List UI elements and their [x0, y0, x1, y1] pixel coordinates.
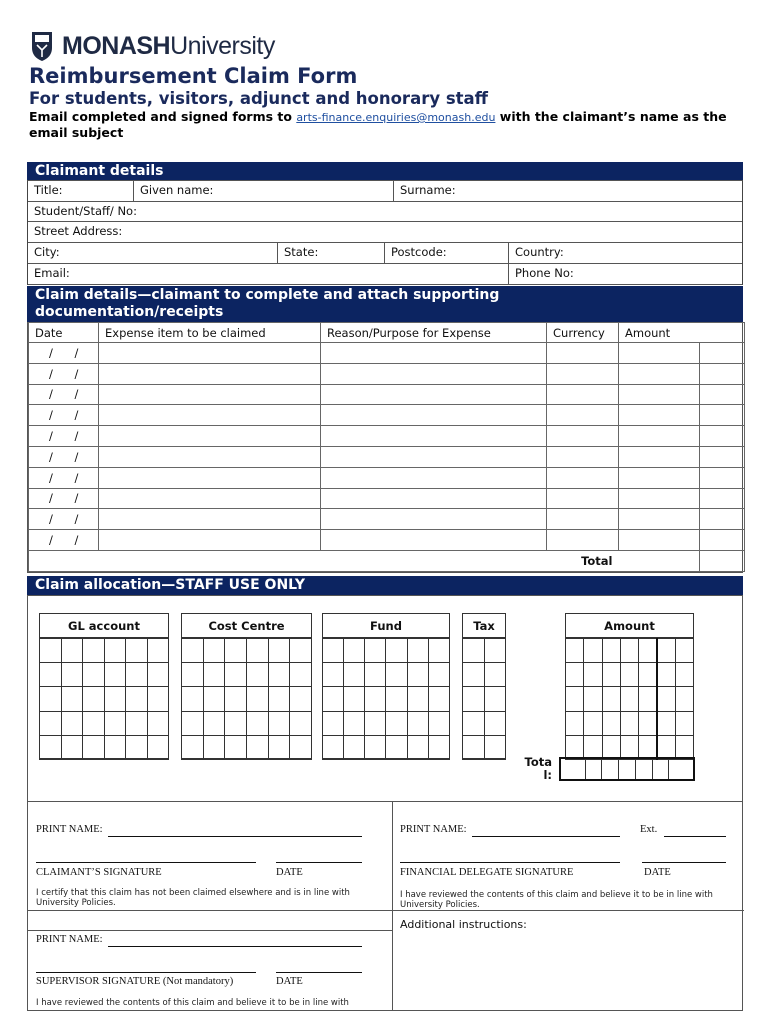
claim-row	[29, 384, 745, 405]
claim-currency-field[interactable]	[547, 384, 619, 405]
cost-centre-digit-cell[interactable]	[203, 711, 225, 735]
fund-digit-cell[interactable]	[407, 639, 428, 663]
delegate-date-line[interactable]	[642, 862, 726, 863]
gl-digit-cell[interactable]	[61, 663, 83, 687]
cost-centre-digit-cell[interactable]	[246, 663, 268, 687]
gl-digit-cell[interactable]	[126, 711, 148, 735]
fund-digit-cell[interactable]	[407, 711, 428, 735]
claim-currency-field[interactable]	[547, 509, 619, 530]
fund-digit-cell[interactable]	[428, 711, 449, 735]
fund-digit-cell[interactable]	[323, 663, 344, 687]
claim-amount-field[interactable]	[619, 426, 700, 447]
cost-centre-digit-cell[interactable]	[225, 663, 247, 687]
supervisor-certification: I have reviewed the contents of this claim and believe it to be in line with	[36, 998, 349, 1008]
claim-currency-field[interactable]	[547, 405, 619, 426]
cost-centre-digit-cell[interactable]	[225, 639, 247, 663]
supervisor-signature-label: SUPERVISOR SIGNATURE (Not mandatory)	[36, 976, 234, 987]
claim-expense-field[interactable]	[99, 530, 321, 551]
amount-digit-cell[interactable]	[566, 639, 584, 663]
gl-digit-cell[interactable]	[147, 663, 169, 687]
claim-expense-field[interactable]	[99, 446, 321, 467]
fund-digit-cell[interactable]	[323, 639, 344, 663]
gl-digit-cell[interactable]	[104, 735, 126, 759]
amount-digit-cell[interactable]	[566, 711, 584, 735]
amount-digit-cell[interactable]	[639, 735, 657, 759]
tax-label: Tax	[463, 614, 505, 638]
claim-expense-field[interactable]	[99, 426, 321, 447]
claim-cents-field[interactable]	[700, 509, 745, 530]
total-digit-cell[interactable]	[602, 758, 619, 780]
cost-centre-digit-cell[interactable]	[182, 711, 204, 735]
fund-digit-cell[interactable]	[344, 687, 365, 711]
amount-digit-cell[interactable]	[620, 711, 638, 735]
fund-digit-cell[interactable]	[386, 711, 407, 735]
claim-cents-field[interactable]	[700, 530, 745, 551]
gl-digit-cell[interactable]	[126, 663, 148, 687]
amount-digit-cell[interactable]	[639, 639, 657, 663]
claim-reason-field[interactable]	[321, 384, 547, 405]
city-field[interactable]: City:	[28, 243, 278, 263]
cost-centre-digit-cell[interactable]	[203, 639, 225, 663]
claim-expense-field[interactable]	[99, 363, 321, 384]
claimant-date-line[interactable]	[276, 862, 362, 863]
fund-digit-cell[interactable]	[365, 711, 386, 735]
cost-centre-digit-cell[interactable]	[203, 663, 225, 687]
delegate-print-name-label: PRINT NAME:	[400, 824, 467, 835]
claim-expense-field[interactable]	[99, 467, 321, 488]
claim-reason-field[interactable]	[321, 446, 547, 467]
amount-digit-cell[interactable]	[675, 663, 693, 687]
cost-centre-digit-cell[interactable]	[290, 663, 312, 687]
fund-digit-cell[interactable]	[407, 687, 428, 711]
allocation-total-boxes[interactable]	[559, 757, 695, 781]
supervisor-signature-line[interactable]	[36, 972, 256, 973]
amount-digit-cell[interactable]	[620, 663, 638, 687]
cost-centre-digit-cell[interactable]	[268, 687, 290, 711]
gl-digit-cell[interactable]	[104, 687, 126, 711]
gl-digit-cell[interactable]	[61, 711, 83, 735]
fund-digit-cell[interactable]	[428, 687, 449, 711]
amount-digit-cell[interactable]	[620, 687, 638, 711]
col-amount: Amount	[619, 323, 745, 343]
amount-digit-cell[interactable]	[566, 735, 584, 759]
amount-digit-cell[interactable]	[584, 663, 602, 687]
gl-digit-cell[interactable]	[40, 687, 62, 711]
claim-cents-field[interactable]	[700, 426, 745, 447]
amount-digit-cell[interactable]	[657, 663, 675, 687]
fund-digit-cell[interactable]	[386, 735, 407, 759]
cost-centre-digit-cell[interactable]	[290, 735, 312, 759]
claim-allocation-heading: Claim allocation—STAFF USE ONLY	[27, 576, 743, 595]
form-title: Reimbursement Claim Form	[29, 64, 358, 88]
gl-digit-cell[interactable]	[83, 711, 105, 735]
claim-row	[29, 426, 745, 447]
claim-cents-field[interactable]	[700, 467, 745, 488]
delegate-certification: I have reviewed the contents of this claim and believe it to be in line with University Policies.	[400, 890, 713, 910]
tax-digit-cell[interactable]	[484, 639, 506, 663]
ext-label: Ext.	[640, 824, 658, 835]
claimant-print-name-label: PRINT NAME:	[36, 824, 103, 835]
gl-digit-cell[interactable]	[40, 639, 62, 663]
delegate-date-label: DATE	[644, 867, 671, 878]
amount-digit-cell[interactable]	[602, 735, 620, 759]
claim-row	[29, 509, 745, 530]
claim-currency-field[interactable]	[547, 488, 619, 509]
gl-digit-cell[interactable]	[40, 663, 62, 687]
claimant-date-label: DATE	[276, 867, 303, 878]
claim-reason-field[interactable]	[321, 343, 547, 364]
claimant-details-grid	[27, 180, 743, 285]
student-staff-no-field[interactable]: Student/Staff/ No:	[34, 204, 137, 218]
tax-digit-cell[interactable]	[484, 663, 506, 687]
amount-digit-cell[interactable]	[657, 711, 675, 735]
claim-amount-field[interactable]	[619, 530, 700, 551]
cost-centre-digit-cell[interactable]	[182, 639, 204, 663]
claim-allocation-area	[27, 595, 743, 802]
gl-digit-cell[interactable]	[83, 663, 105, 687]
cost-centre-digit-cell[interactable]	[268, 639, 290, 663]
surname-field[interactable]: Surname:	[400, 183, 456, 197]
tax-digit-cell[interactable]	[484, 711, 506, 735]
gl-digit-cell[interactable]	[126, 687, 148, 711]
cost-centre-digit-cell[interactable]	[246, 711, 268, 735]
postcode-field[interactable]: Postcode:	[385, 243, 509, 263]
claim-row	[29, 488, 745, 509]
claim-cents-field[interactable]	[700, 384, 745, 405]
claim-amount-field[interactable]	[619, 467, 700, 488]
gl-digit-cell[interactable]	[83, 639, 105, 663]
supervisor-print-name-label: PRINT NAME:	[36, 934, 103, 945]
amount-digit-cell[interactable]	[620, 639, 638, 663]
col-reason: Reason/Purpose for Expense	[321, 323, 547, 343]
fund-digit-cell[interactable]	[428, 735, 449, 759]
gl-account-label: GL account	[40, 614, 168, 638]
title-field[interactable]: Title:	[28, 181, 134, 201]
claim-date-field[interactable]: / /	[29, 488, 99, 509]
claim-date-field[interactable]: / /	[29, 405, 99, 426]
cost-centre-digit-cell[interactable]	[203, 687, 225, 711]
total-label: Total	[29, 550, 619, 571]
amount-digit-cell[interactable]	[602, 711, 620, 735]
claim-cents-field[interactable]	[700, 446, 745, 467]
delegate-signature-label: FINANCIAL DELEGATE SIGNATURE	[400, 867, 574, 878]
amount-box[interactable]	[565, 613, 694, 759]
fund-digit-cell[interactable]	[344, 663, 365, 687]
fund-digit-cell[interactable]	[365, 735, 386, 759]
cost-centre-digit-cell[interactable]	[225, 687, 247, 711]
claim-expense-field[interactable]	[99, 343, 321, 364]
claim-date-field[interactable]: / /	[29, 384, 99, 405]
claim-amount-field[interactable]	[619, 446, 700, 467]
claimant-signature-label: CLAIMANT’S SIGNATURE	[36, 867, 162, 878]
cost-centre-digit-cell[interactable]	[290, 711, 312, 735]
claim-amount-field[interactable]	[619, 384, 700, 405]
cost-centre-digit-cell[interactable]	[268, 735, 290, 759]
claim-date-field[interactable]: / /	[29, 426, 99, 447]
state-field[interactable]: State:	[278, 243, 385, 263]
claim-reason-field[interactable]	[321, 426, 547, 447]
gl-digit-cell[interactable]	[147, 711, 169, 735]
gl-digit-cell[interactable]	[83, 735, 105, 759]
cost-centre-box[interactable]	[181, 613, 312, 759]
claim-currency-field[interactable]	[547, 467, 619, 488]
gl-digit-cell[interactable]	[147, 735, 169, 759]
claim-cents-field[interactable]	[700, 363, 745, 384]
cost-centre-digit-cell[interactable]	[225, 735, 247, 759]
amount-digit-cell[interactable]	[675, 687, 693, 711]
gl-digit-cell[interactable]	[147, 639, 169, 663]
amount-digit-cell[interactable]	[620, 735, 638, 759]
claim-reason-field[interactable]	[321, 405, 547, 426]
claimant-details-heading: Claimant details	[27, 162, 743, 181]
claim-amount-field[interactable]	[619, 343, 700, 364]
claim-date-field[interactable]: / /	[29, 467, 99, 488]
claim-expense-field[interactable]	[99, 488, 321, 509]
claim-expense-field[interactable]	[99, 384, 321, 405]
fund-digit-cell[interactable]	[365, 663, 386, 687]
claim-expense-field[interactable]	[99, 405, 321, 426]
cost-centre-digit-cell[interactable]	[290, 639, 312, 663]
amount-digit-cell[interactable]	[639, 663, 657, 687]
claim-expense-field[interactable]	[99, 509, 321, 530]
total-digit-cell[interactable]	[652, 758, 669, 780]
fund-digit-cell[interactable]	[323, 735, 344, 759]
intro-text: Email completed and signed forms to arts-finance.enquiries@monash.edu with the claimant’s name as the email subject	[29, 109, 727, 140]
supervisor-date-line[interactable]	[276, 972, 362, 973]
cost-centre-digit-cell[interactable]	[225, 711, 247, 735]
claim-reason-field[interactable]	[321, 467, 547, 488]
claim-date-field[interactable]: / /	[29, 530, 99, 551]
amount-digit-cell[interactable]	[657, 687, 675, 711]
supervisor-date-label: DATE	[276, 976, 303, 987]
total-digit-cell[interactable]	[585, 758, 602, 780]
claim-reason-field[interactable]	[321, 363, 547, 384]
fund-digit-cell[interactable]	[428, 663, 449, 687]
claim-cents-field[interactable]	[700, 405, 745, 426]
fund-digit-cell[interactable]	[365, 639, 386, 663]
tax-digit-cell[interactable]	[463, 639, 485, 663]
claim-details-table	[27, 322, 743, 573]
tax-digit-cell[interactable]	[463, 663, 485, 687]
amount-digit-cell[interactable]	[566, 663, 584, 687]
tax-digit-cell[interactable]	[484, 735, 506, 759]
claimant-print-name-line[interactable]	[108, 836, 362, 837]
amount-digit-cell[interactable]	[639, 687, 657, 711]
cost-centre-digit-cell[interactable]	[182, 663, 204, 687]
claim-details-heading: Claim details—claimant to complete and attach supporting documentation/receipts	[27, 286, 743, 322]
gl-digit-cell[interactable]	[61, 639, 83, 663]
total-cents-field[interactable]	[700, 550, 745, 571]
delegate-print-name-line[interactable]	[472, 836, 620, 837]
col-currency: Currency	[547, 323, 619, 343]
total-digit-cell[interactable]	[560, 758, 585, 780]
tax-digit-cell[interactable]	[463, 711, 485, 735]
claim-cents-field[interactable]	[700, 488, 745, 509]
gl-digit-cell[interactable]	[104, 663, 126, 687]
claim-reason-field[interactable]	[321, 530, 547, 551]
claim-row	[29, 467, 745, 488]
total-digit-cell[interactable]	[669, 758, 694, 780]
tax-box[interactable]	[462, 613, 506, 759]
amount-digit-cell[interactable]	[602, 639, 620, 663]
street-address-field[interactable]: Street Address:	[34, 224, 123, 238]
amount-digit-cell[interactable]	[584, 735, 602, 759]
gl-digit-cell[interactable]	[61, 735, 83, 759]
gl-digit-cell[interactable]	[126, 735, 148, 759]
decimal-divider	[656, 638, 658, 760]
claim-row	[29, 363, 745, 384]
claim-date-field[interactable]: / /	[29, 509, 99, 530]
ext-line[interactable]	[664, 836, 726, 837]
amount-digit-cell[interactable]	[584, 711, 602, 735]
claim-date-field[interactable]: / /	[29, 446, 99, 467]
gl-digit-cell[interactable]	[104, 639, 126, 663]
claim-currency-field[interactable]	[547, 446, 619, 467]
fund-label: Fund	[323, 614, 449, 638]
fund-digit-cell[interactable]	[428, 639, 449, 663]
total-amount-field[interactable]	[619, 550, 700, 571]
claim-date-field[interactable]: / /	[29, 363, 99, 384]
col-expense-item: Expense item to be claimed	[99, 323, 321, 343]
claim-row	[29, 530, 745, 551]
amount-digit-cell[interactable]	[657, 735, 675, 759]
amount-digit-cell[interactable]	[584, 687, 602, 711]
cost-centre-digit-cell[interactable]	[182, 735, 204, 759]
gl-digit-cell[interactable]	[126, 639, 148, 663]
allocation-total-label: Tota l:	[524, 755, 552, 782]
claim-date-field[interactable]: / /	[29, 343, 99, 364]
claim-reason-field[interactable]	[321, 488, 547, 509]
gl-digit-cell[interactable]	[83, 687, 105, 711]
fund-digit-cell[interactable]	[386, 663, 407, 687]
amount-digit-cell[interactable]	[657, 639, 675, 663]
amount-digit-cell[interactable]	[584, 639, 602, 663]
tax-digit-cell[interactable]	[463, 735, 485, 759]
fund-box[interactable]	[322, 613, 450, 759]
signatures-area	[27, 801, 743, 1011]
country-field[interactable]: Country:	[515, 245, 564, 259]
form-subtitle: For students, visitors, adjunct and honorary staff	[29, 89, 489, 108]
claim-currency-field[interactable]	[547, 426, 619, 447]
cost-centre-digit-cell[interactable]	[290, 687, 312, 711]
col-date: Date	[29, 323, 99, 343]
amount-digit-cell[interactable]	[675, 711, 693, 735]
cost-centre-label: Cost Centre	[182, 614, 311, 638]
additional-instructions-label: Additional instructions:	[400, 918, 527, 931]
cost-centre-digit-cell[interactable]	[268, 663, 290, 687]
fund-digit-cell[interactable]	[323, 687, 344, 711]
fund-digit-cell[interactable]	[386, 639, 407, 663]
claim-cents-field[interactable]	[700, 343, 745, 364]
given-name-field[interactable]: Given name:	[134, 181, 394, 201]
claim-currency-field[interactable]	[547, 530, 619, 551]
cost-centre-digit-cell[interactable]	[203, 735, 225, 759]
delegate-signature-line[interactable]	[400, 862, 620, 863]
gl-digit-cell[interactable]	[147, 687, 169, 711]
phone-field[interactable]: Phone No:	[515, 266, 574, 280]
total-digit-cell[interactable]	[619, 758, 636, 780]
fund-digit-cell[interactable]	[365, 687, 386, 711]
amount-label: Amount	[566, 614, 693, 638]
cost-centre-digit-cell[interactable]	[246, 687, 268, 711]
claim-currency-field[interactable]	[547, 363, 619, 384]
total-digit-cell[interactable]	[635, 758, 652, 780]
claim-row	[29, 343, 745, 364]
fund-digit-cell[interactable]	[386, 687, 407, 711]
monash-logo	[30, 30, 275, 62]
gl-digit-cell[interactable]	[61, 687, 83, 711]
fund-digit-cell[interactable]	[344, 735, 365, 759]
amount-digit-cell[interactable]	[675, 735, 693, 759]
cost-centre-digit-cell[interactable]	[182, 687, 204, 711]
logo-wordmark: MONASHUniversity	[62, 31, 275, 60]
cost-centre-digit-cell[interactable]	[246, 639, 268, 663]
tax-digit-cell[interactable]	[484, 687, 506, 711]
fund-digit-cell[interactable]	[344, 639, 365, 663]
claim-amount-field[interactable]	[619, 488, 700, 509]
claim-amount-field[interactable]	[619, 363, 700, 384]
gl-digit-cell[interactable]	[40, 711, 62, 735]
finance-email-link[interactable]: arts-finance.enquiries@monash.edu	[296, 111, 496, 124]
cost-centre-digit-cell[interactable]	[268, 711, 290, 735]
gl-digit-cell[interactable]	[40, 735, 62, 759]
cost-centre-digit-cell[interactable]	[246, 735, 268, 759]
amount-digit-cell[interactable]	[566, 687, 584, 711]
claim-row	[29, 405, 745, 426]
amount-digit-cell[interactable]	[675, 639, 693, 663]
crest-icon	[30, 30, 54, 62]
gl-digit-cell[interactable]	[104, 711, 126, 735]
email-field[interactable]: Email:	[28, 264, 509, 284]
fund-digit-cell[interactable]	[344, 711, 365, 735]
tax-digit-cell[interactable]	[463, 687, 485, 711]
fund-digit-cell[interactable]	[407, 663, 428, 687]
claim-amount-field[interactable]	[619, 405, 700, 426]
claim-currency-field[interactable]	[547, 343, 619, 364]
claim-row	[29, 446, 745, 467]
fund-digit-cell[interactable]	[323, 711, 344, 735]
claim-amount-field[interactable]	[619, 509, 700, 530]
claimant-signature-line[interactable]	[36, 862, 256, 863]
claimant-certification: I certify that this claim has not been claimed elsewhere and is in line with University Policies.	[36, 888, 350, 908]
claim-reason-field[interactable]	[321, 509, 547, 530]
supervisor-print-name-line[interactable]	[108, 946, 362, 947]
fund-digit-cell[interactable]	[407, 735, 428, 759]
amount-digit-cell[interactable]	[602, 663, 620, 687]
amount-digit-cell[interactable]	[602, 687, 620, 711]
amount-digit-cell[interactable]	[639, 711, 657, 735]
gl-account-box[interactable]	[39, 613, 169, 759]
